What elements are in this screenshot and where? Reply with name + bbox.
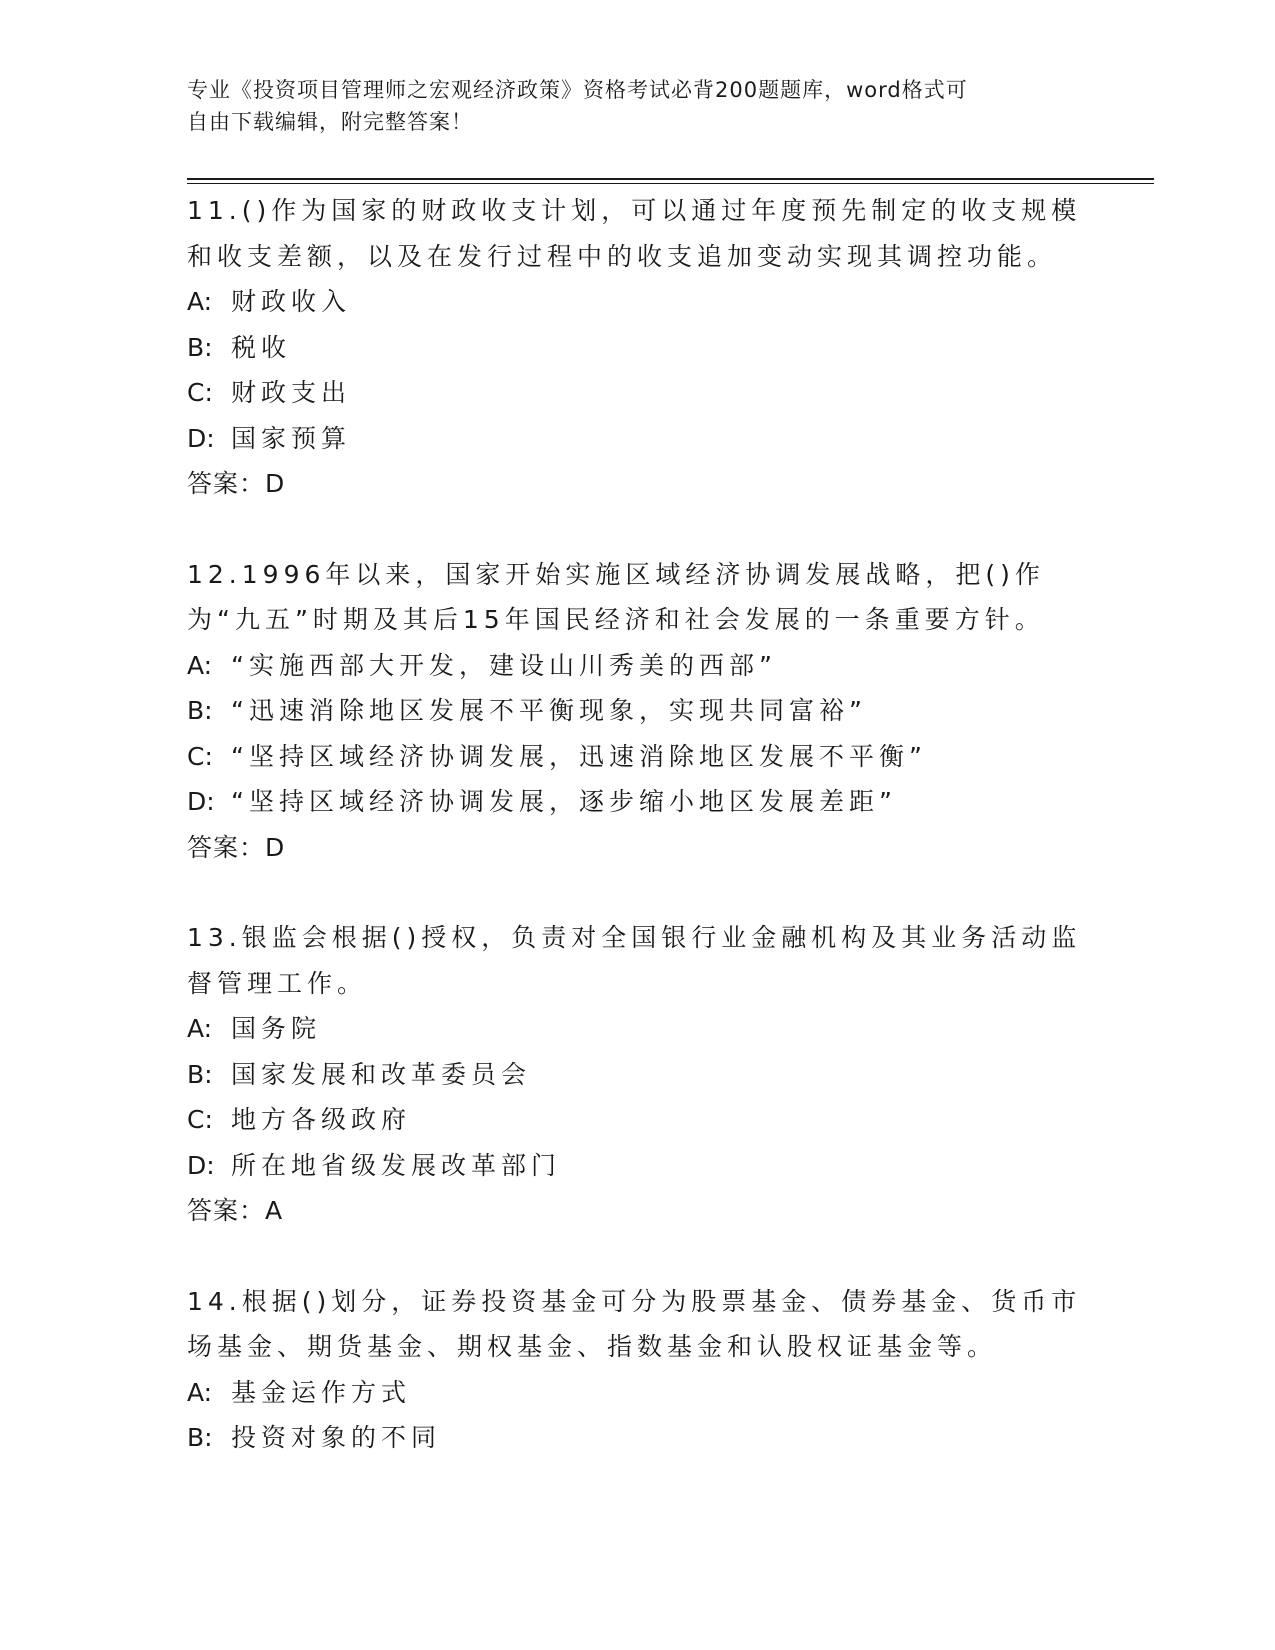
- option-letter: A:: [187, 287, 213, 316]
- answer-value: D: [265, 469, 286, 498]
- option-text: 财政支出: [231, 378, 352, 407]
- question-item: [187, 552, 1087, 871]
- option-letter: D:: [187, 423, 215, 453]
- option-text: 国务院: [231, 1014, 322, 1043]
- question-text: 11.()作为国家的财政收支计划，可以通过年度预先制定的收支规模和收支差额，以及在发行过程中的收支追加变动实现其调控功能。: [187, 196, 1082, 271]
- option-c: [187, 1097, 1087, 1143]
- question-list: [187, 188, 1087, 1506]
- answer-label: 答案：: [187, 832, 266, 862]
- option-letter: B:: [187, 696, 213, 725]
- option-a: [187, 1006, 1087, 1052]
- option-text: 地方各级政府: [231, 1105, 412, 1134]
- option-text: “坚持区域经济协调发展，逐步缩小地区发展差距”: [231, 787, 897, 816]
- option-text: 税收: [231, 332, 292, 362]
- answer-line: [187, 825, 1087, 871]
- answer-label: 答案：: [187, 1196, 266, 1225]
- option-letter: D:: [187, 1150, 215, 1180]
- question-item: [187, 915, 1087, 1234]
- option-letter: A:: [187, 650, 213, 680]
- header-title-line1: 专业《投资项目管理师之宏观经济政策》资格考试必背200题题库，word格式可: [187, 78, 968, 102]
- option-text: 国家发展和改革委员会: [231, 1059, 532, 1089]
- option-letter: A:: [187, 1014, 213, 1043]
- option-a: [187, 279, 1087, 325]
- header-divider-thick: [187, 178, 1154, 180]
- option-b: [187, 325, 1087, 371]
- option-letter: B:: [187, 1059, 213, 1089]
- option-letter: D:: [187, 787, 215, 816]
- question-text: 13.银监会根据()授权，负责对全国银行业金融机构及其业务活动监督管理工作。: [187, 923, 1082, 998]
- document-header: [187, 74, 1087, 138]
- option-text: “坚持区域经济协调发展，迅速消除地区发展不平衡”: [231, 741, 927, 771]
- option-b: [187, 1052, 1087, 1098]
- question-item: [187, 1279, 1087, 1461]
- option-letter: A:: [187, 1377, 213, 1407]
- question-text: 14.根据()划分，证券投资基金可分为股票基金、债券基金、货币市场基金、期货基金、期权基金、指数基金和认股权证基金等。: [187, 1286, 1082, 1361]
- option-c: [187, 370, 1087, 416]
- option-d: [187, 416, 1087, 462]
- option-text: 国家预算: [231, 423, 352, 453]
- option-letter: C:: [187, 1105, 213, 1134]
- question-text: 12.1996年以来，国家开始实施区域经济协调发展战略，把()作为“九五”时期及其后15年国民经济和社会发展的一条重要方针。: [187, 559, 1045, 634]
- option-letter: C:: [187, 378, 213, 407]
- option-letter: B:: [187, 1423, 213, 1452]
- option-letter: B:: [187, 332, 213, 362]
- option-text: “实施西部大开发，建设山川秀美的西部”: [231, 650, 777, 680]
- question-item: [187, 188, 1087, 507]
- option-a: [187, 1370, 1087, 1416]
- answer-label: 答案：: [187, 469, 266, 498]
- answer-value: A: [265, 1196, 284, 1225]
- option-a: [187, 643, 1087, 689]
- answer-line: [187, 1188, 1087, 1234]
- option-c: [187, 734, 1087, 780]
- answer-value: D: [265, 832, 286, 862]
- option-d: [187, 1143, 1087, 1189]
- header-divider-thin: [187, 183, 1154, 184]
- option-b: [187, 688, 1087, 734]
- answer-line: [187, 461, 1087, 507]
- option-letter: C:: [187, 741, 213, 771]
- option-text: 投资对象的不同: [231, 1423, 442, 1452]
- option-d: [187, 779, 1087, 825]
- option-text: “迅速消除地区发展不平衡现象，实现共同富裕”: [231, 696, 867, 725]
- header-title-line2: 自由下载编辑，附完整答案！: [187, 110, 473, 134]
- option-b: [187, 1415, 1087, 1461]
- option-text: 基金运作方式: [231, 1377, 412, 1407]
- option-text: 财政收入: [231, 287, 352, 316]
- option-text: 所在地省级发展改革部门: [231, 1150, 562, 1180]
